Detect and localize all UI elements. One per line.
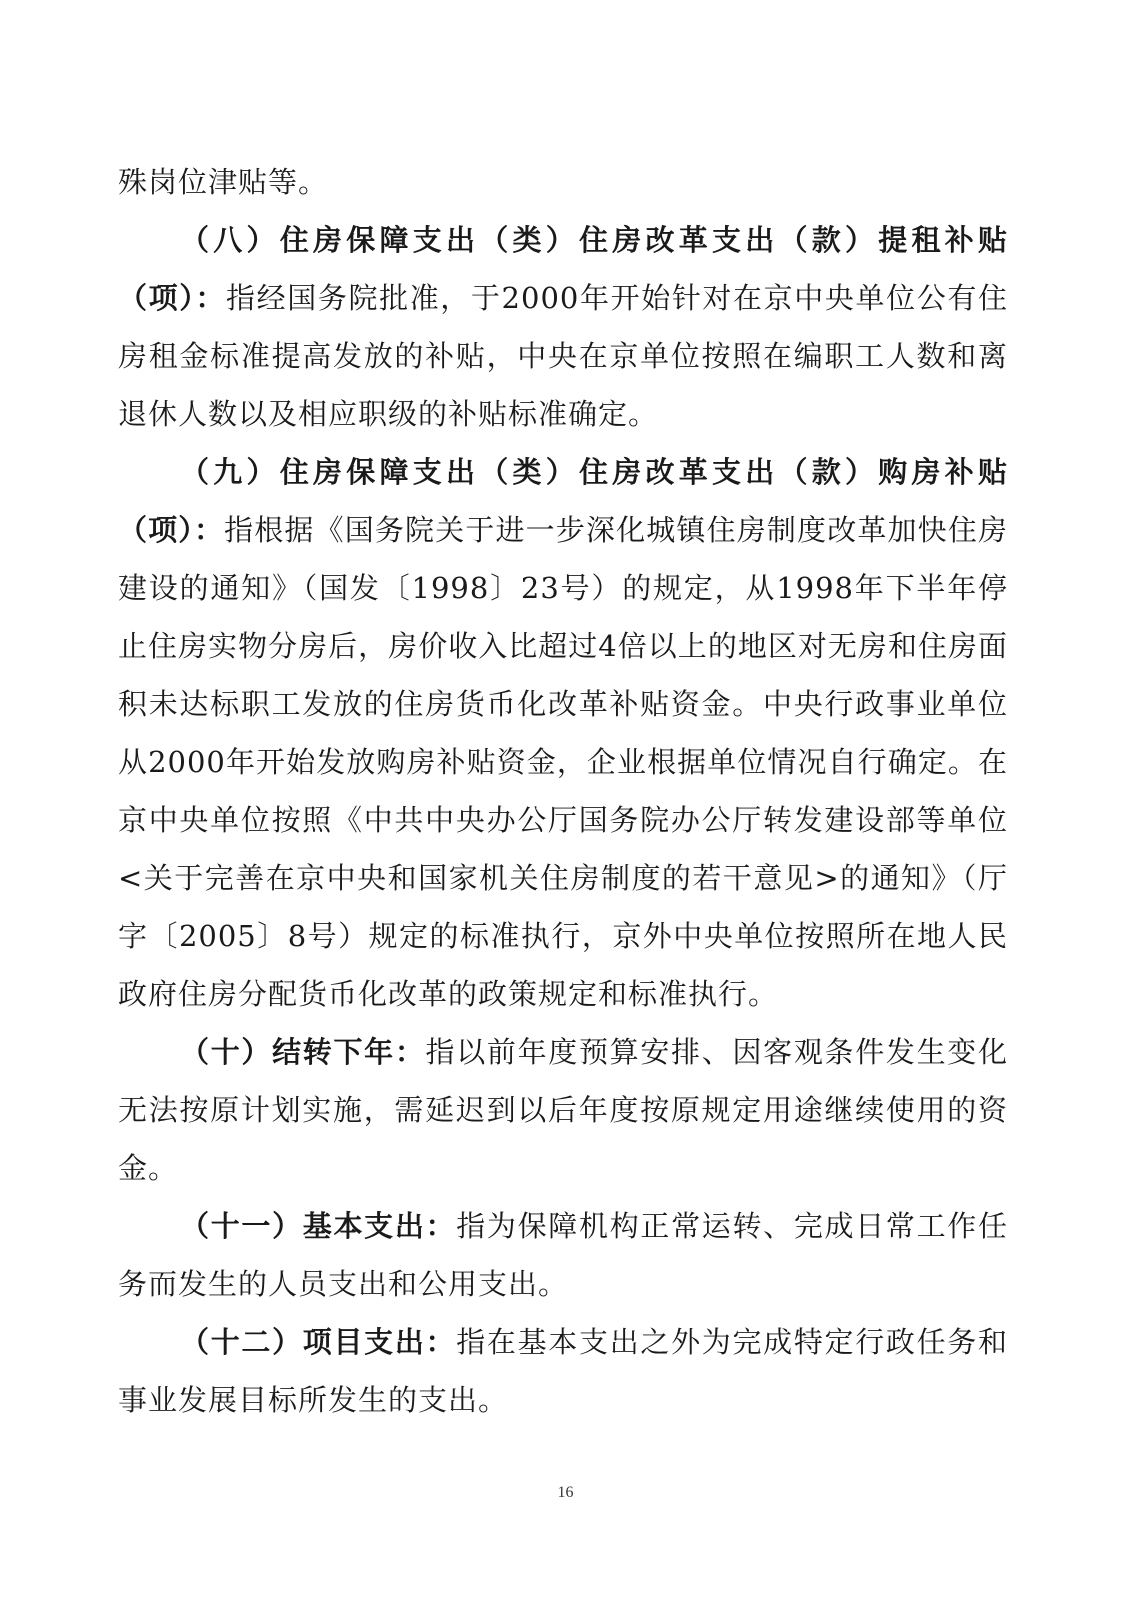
section-10-heading: （十）结转下年： <box>180 1035 426 1069</box>
section-11-heading: （十一）基本支出： <box>180 1209 457 1243</box>
section-12-body: 指在基本支出之外为完成特定行政任务和事业发展目标所发生的支出。 <box>118 1325 1008 1417</box>
section-9-paragraph <box>118 443 1008 1023</box>
section-12-paragraph <box>118 1313 1008 1429</box>
continuation-text: 殊岗位津贴等。 <box>118 165 329 199</box>
page-number: 16 <box>557 1484 574 1501</box>
section-8-heading: （八）住房保障支出（类）住房改革支出（款）提租补贴（项）： <box>118 223 1008 315</box>
section-8-body: 指经国务院批准，于2000年开始针对在京中央单位公有住房租金标准提高发放的补贴，中央在京单位按照在编职工人数和离退休人数以及相应职级的补贴标准确定。 <box>118 281 1008 431</box>
section-11-body: 指为保障机构正常运转、完成日常工作任务而发生的人员支出和公用支出。 <box>118 1209 1008 1301</box>
section-8-paragraph <box>118 211 1008 443</box>
section-9-body: 指根据《国务院关于进一步深化城镇住房制度改革加快住房建设的通知》（国发〔1998〕23号）的规定，从1998年下半年停止住房实物分房后，房价收入比超过4倍以上的地区对无房和住房面积未达标职工发放的住房货币化改革补贴资金。中央行政事业单位从2000年开始发放购房补贴资金，企业根据单位情况自行确定。在京中央单位按照《中共中央办公厅国务院办公厅转发建设部等单位<关于完善在京中央和国家机关住房制度的若干意见>的通知》（厅字〔2005〕8号）规定的标准执行，京外中央单位按照所在地人民政府住房分配货币化改革的政策规定和标准执行。 <box>118 513 1008 1011</box>
section-10-paragraph <box>118 1023 1008 1197</box>
section-9-heading: （九）住房保障支出（类）住房改革支出（款）购房补贴（项）： <box>118 455 1008 547</box>
section-11-paragraph <box>118 1197 1008 1313</box>
continuation-paragraph <box>118 153 1008 211</box>
section-10-body: 指以前年度预算安排、因客观条件发生变化无法按原计划实施，需延迟到以后年度按原规定用途继续使用的资金。 <box>118 1035 1008 1185</box>
document-body <box>118 153 1008 1429</box>
section-12-heading: （十二）项目支出： <box>180 1325 457 1359</box>
